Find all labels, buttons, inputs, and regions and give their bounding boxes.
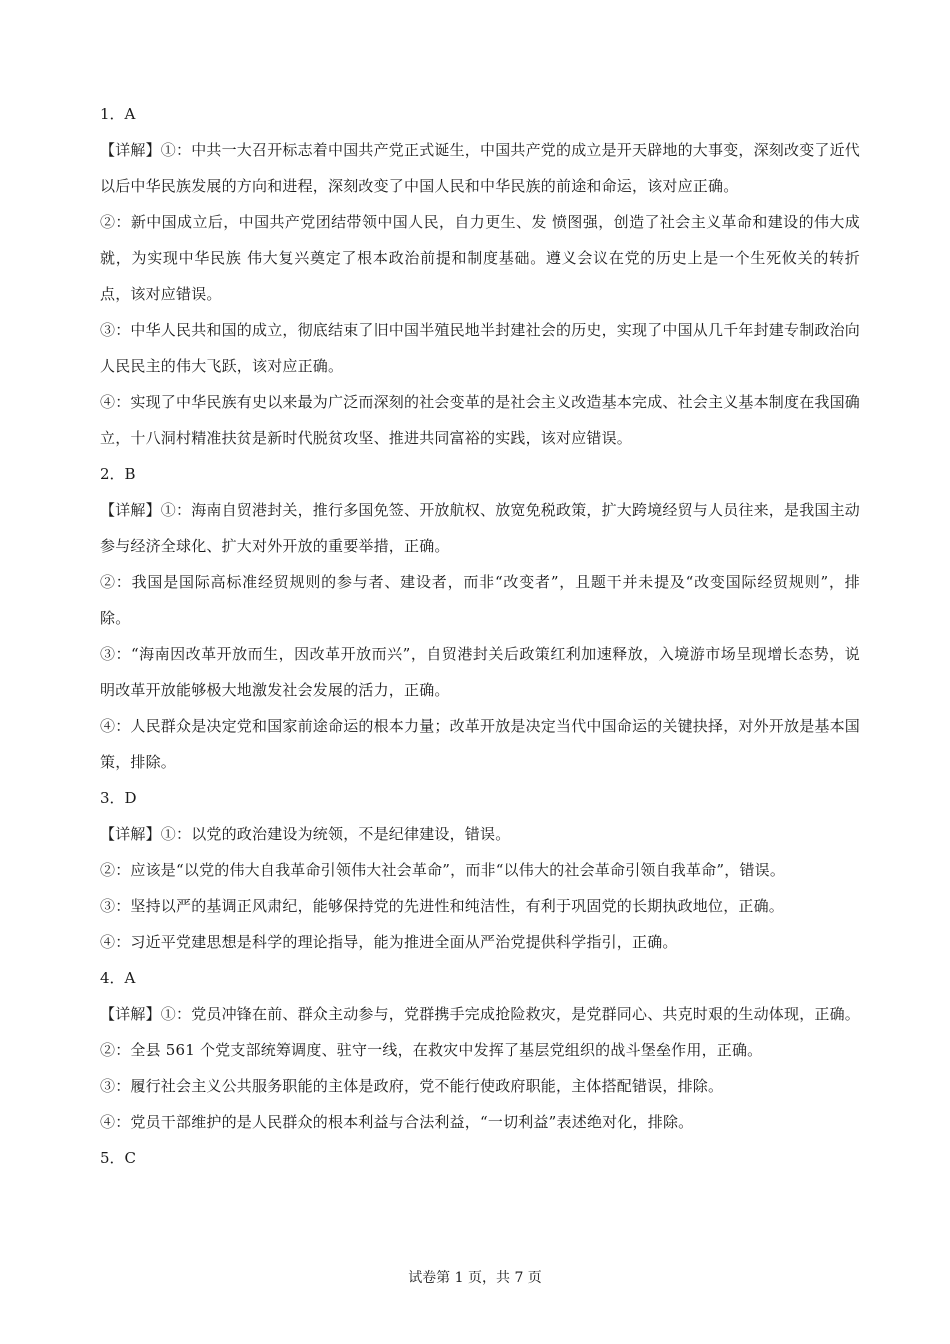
question-2	[100, 456, 860, 780]
answer-sheet-page	[100, 96, 860, 1176]
question-1	[100, 96, 860, 456]
question-3	[100, 780, 860, 960]
explanation-paragraph: 【详解】①：党员冲锋在前、群众主动参与，党群携手完成抢险救灾，是党群同心、共克时艰的生动体现，正确。	[100, 1005, 861, 1023]
question-number: 3．D	[100, 789, 137, 807]
explanation-paragraph: ②：全县 561 个党支部统筹调度、驻守一线，在救灾中发挥了基层党组织的战斗堡垒作用，正确。	[100, 1041, 763, 1059]
explanation-paragraph: 【详解】①：海南自贸港封关，推行多国免签、开放航权、放宽免税政策，扩大跨境经贸与人员往来，是我国主动参与经济全球化、扩大对外开放的重要举措，正确。	[100, 501, 861, 555]
explanation-paragraph: ④：人民群众是决定党和国家前途命运的根本力量；改革开放是决定当代中国命运的关键抉择，对外开放是基本国策，排除。	[100, 717, 861, 771]
explanation-paragraph: ③：坚持以严的基调正风肃纪，能够保持党的先进性和纯洁性，有利于巩固党的长期执政地位，正确。	[100, 897, 785, 915]
explanation-paragraph: ③：中华人民共和国的成立，彻底结束了旧中国半殖民地半封建社会的历史，实现了中国从几千年封建专制政治向人民民主的伟大飞跃，该对应正确。	[100, 321, 861, 375]
question-number: 2．B	[100, 465, 136, 483]
explanation-paragraph: ④：实现了中华民族有史以来最为广泛而深刻的社会变革的是社会主义改造基本完成、社会主义基本制度在我国确立，十八洞村精准扶贫是新时代脱贫攻坚、推进共同富裕的实践，该对应错误。	[100, 393, 861, 447]
question-number: 5．C	[100, 1149, 137, 1167]
explanation-paragraph: ②：我国是国际高标准经贸规则的参与者、建设者，而非“改变者”，且题干并未提及“改变国际经贸规则”，排除。	[100, 573, 860, 627]
explanation-paragraph: ④：党员干部维护的是人民群众的根本利益与合法利益，“一切利益”表述绝对化，排除。	[100, 1113, 694, 1131]
explanation-paragraph: ③：“海南因改革开放而生，因改革开放而兴”，自贸港封关后政策红利加速释放，入境游市场呈现增长态势，说明改革开放能够极大地激发社会发展的活力，正确。	[100, 645, 860, 699]
question-4	[100, 960, 860, 1140]
explanation-paragraph: ④：习近平党建思想是科学的理论指导，能为推进全面从严治党提供科学指引，正确。	[100, 933, 678, 951]
question-number: 1．A	[100, 105, 136, 123]
page-footer: 试卷第 1 页，共 7 页	[408, 1270, 542, 1286]
explanation-paragraph: ③：履行社会主义公共服务职能的主体是政府，党不能行使政府职能，主体搭配错误，排除。	[100, 1077, 724, 1095]
explanation-paragraph: ②：应该是“以党的伟大自我革命引领伟大社会革命”，而非“以伟大的社会革命引领自我革命”，错误。	[100, 861, 786, 879]
explanation-paragraph: 【详解】①：以党的政治建设为统领，不是纪律建设，错误。	[100, 825, 511, 843]
question-5	[100, 1140, 860, 1176]
explanation-paragraph: ②：新中国成立后，中国共产党团结带领中国人民，自力更生、发 愤图强，创造了社会主义革命和建设的伟大成就，为实现中华民族 伟大复兴奠定了根本政治前提和制度基础。遵义会议在党的历史上是一个生死攸关的转折点，该对应错误。	[100, 213, 860, 303]
question-number: 4．A	[100, 969, 136, 987]
explanation-paragraph: 【详解】①：中共一大召开标志着中国共产党正式诞生，中国共产党的成立是开天辟地的大事变，深刻改变了近代以后中华民族发展的方向和进程，深刻改变了中国人民和中华民族的前途和命运，该对应正确。	[100, 141, 861, 195]
